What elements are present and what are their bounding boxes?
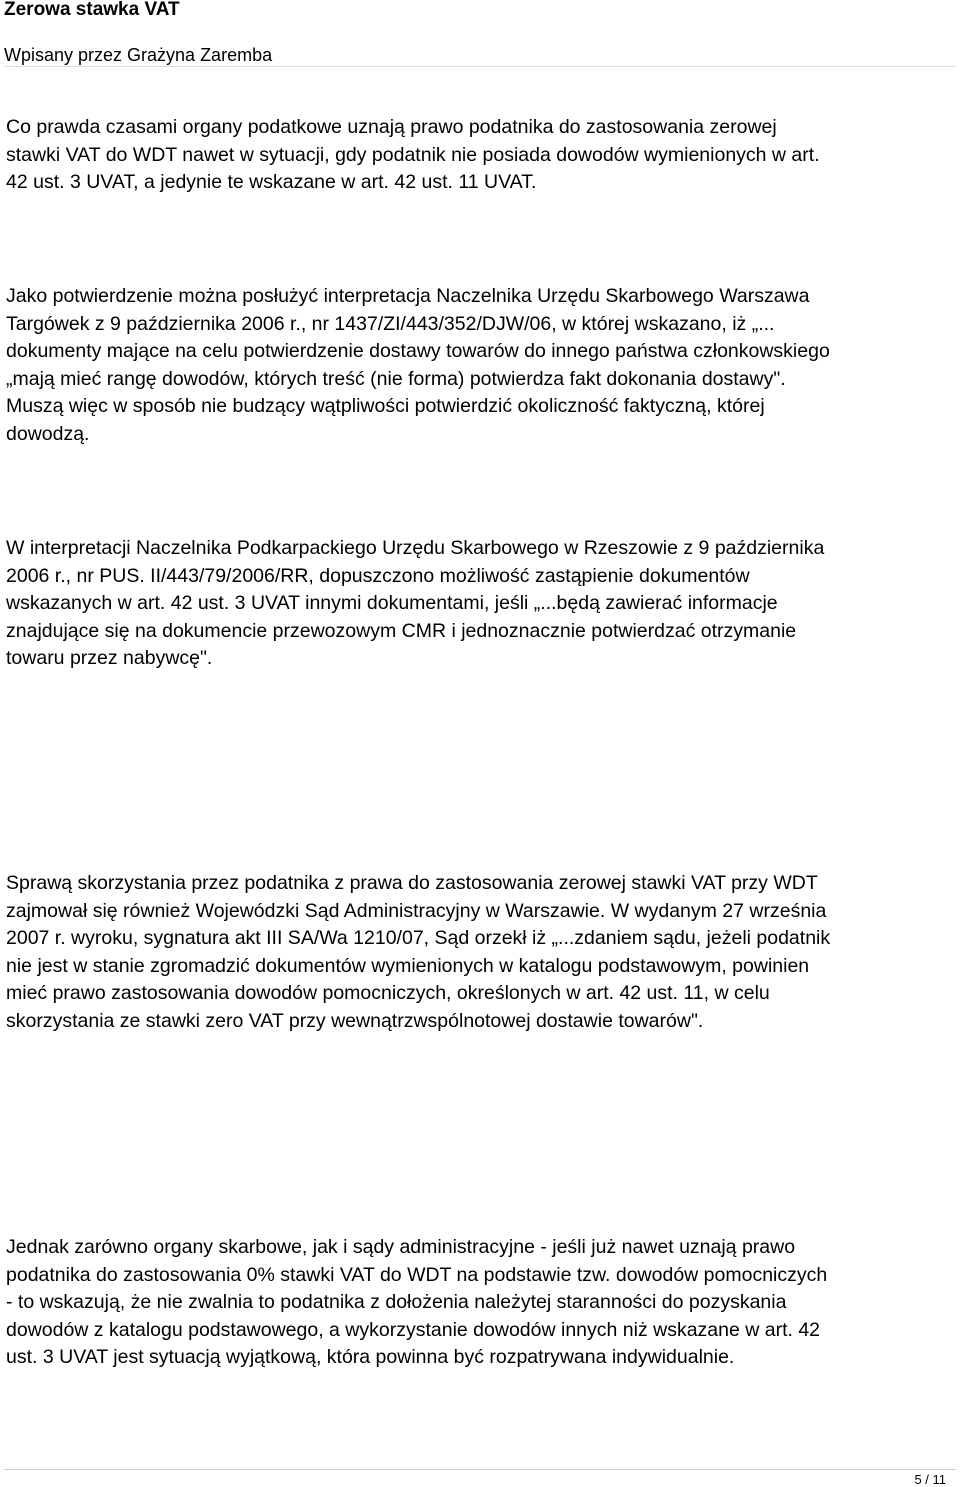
document-header [4,0,956,67]
document-title: Zerowa stawka VAT [4,0,180,20]
paragraph: Jednak zarówno organy skarbowe, jak i sądy administracyjne - jeśli już nawet uznają prawo podatnika do zastosowania 0% stawki VAT do WDT na podstawie tzw. dowodów pomocniczych - to wskazują, że nie zwalnia to podatnika z dołożenia należytej staranności do pozyskania dowodów z katalogu podstawowego, a wykorzystanie dowodów innych niż wskazane w art. 42 ust. 3 UVAT jest sytuacją wyjątkową, która powinna być rozpatrywana indywidualnie. [6,1236,828,1369]
paragraph: Jako potwierdzenie można posłużyć interpretacja Naczelnika Urzędu Skarbowego Warszawa Targówek z 9 października 2006 r., nr 1437/ZI/443/352/DJW/06, w której wskazano, iż „... dokumenty mające na celu potwierdzenie dostawy towarów do innego państwa członkowskiego „mają mieć rangę dowodów, których treść (nie forma) potwierdza fakt dokonania dostawy". Muszą więc w sposób nie budzący wątpliwości potwierdzić okoliczność faktyczną, której dowodzą. [6,285,830,445]
paragraph: W interpretacji Naczelnika Podkarpackiego Urzędu Skarbowego w Rzeszowie z 9 października 2006 r., nr PUS. II/443/79/2006/RR, dopuszczono możliwość zastąpienie dokumentów wskazanych w art. 42 ust. 3 UVAT innymi dokumentami, jeśli „...będą zawierać informacje znajdujące się na dokumencie przewozowym CMR i jednoznacznie potwierdzać otrzymanie towaru przez nabywcę". [6,537,825,670]
paragraph: Co prawda czasami organy podatkowe uznają prawo podatnika do zastosowania zerowej stawki VAT do WDT nawet w sytuacji, gdy podatnik nie posiada dowodów wymienionych w art. 42 ust. 3 UVAT, a jedynie te wskazane w art. 42 ust. 11 UVAT. [6,116,820,194]
author-line: Wpisany przez Grażyna Zaremba [4,45,273,65]
paragraph: Sprawą skorzystania przez podatnika z prawa do zastosowania zerowej stawki VAT przy WDT zajmował się również Wojewódzki Sąd Administracyjny w Warszawie. W wydanym 27 września 2007 r. wyroku, sygnatura akt III SA/Wa 1210/07, Sąd orzekł iż „...zdaniem sądu, jeżeli podatnik nie jest w stanie zgromadzić dokumentów wymienionych w katalogu podstawowym, powinien mieć prawo zastosowania dowodów pomocniczych, określonych w art. 42 ust. 11, w celu skorzystania ze stawki zero VAT przy wewnątrzwspólnotowej dostawie towarów". [6,872,831,1032]
footer-divider [4,1469,956,1470]
page-number: 5 / 11 [914,1472,946,1487]
